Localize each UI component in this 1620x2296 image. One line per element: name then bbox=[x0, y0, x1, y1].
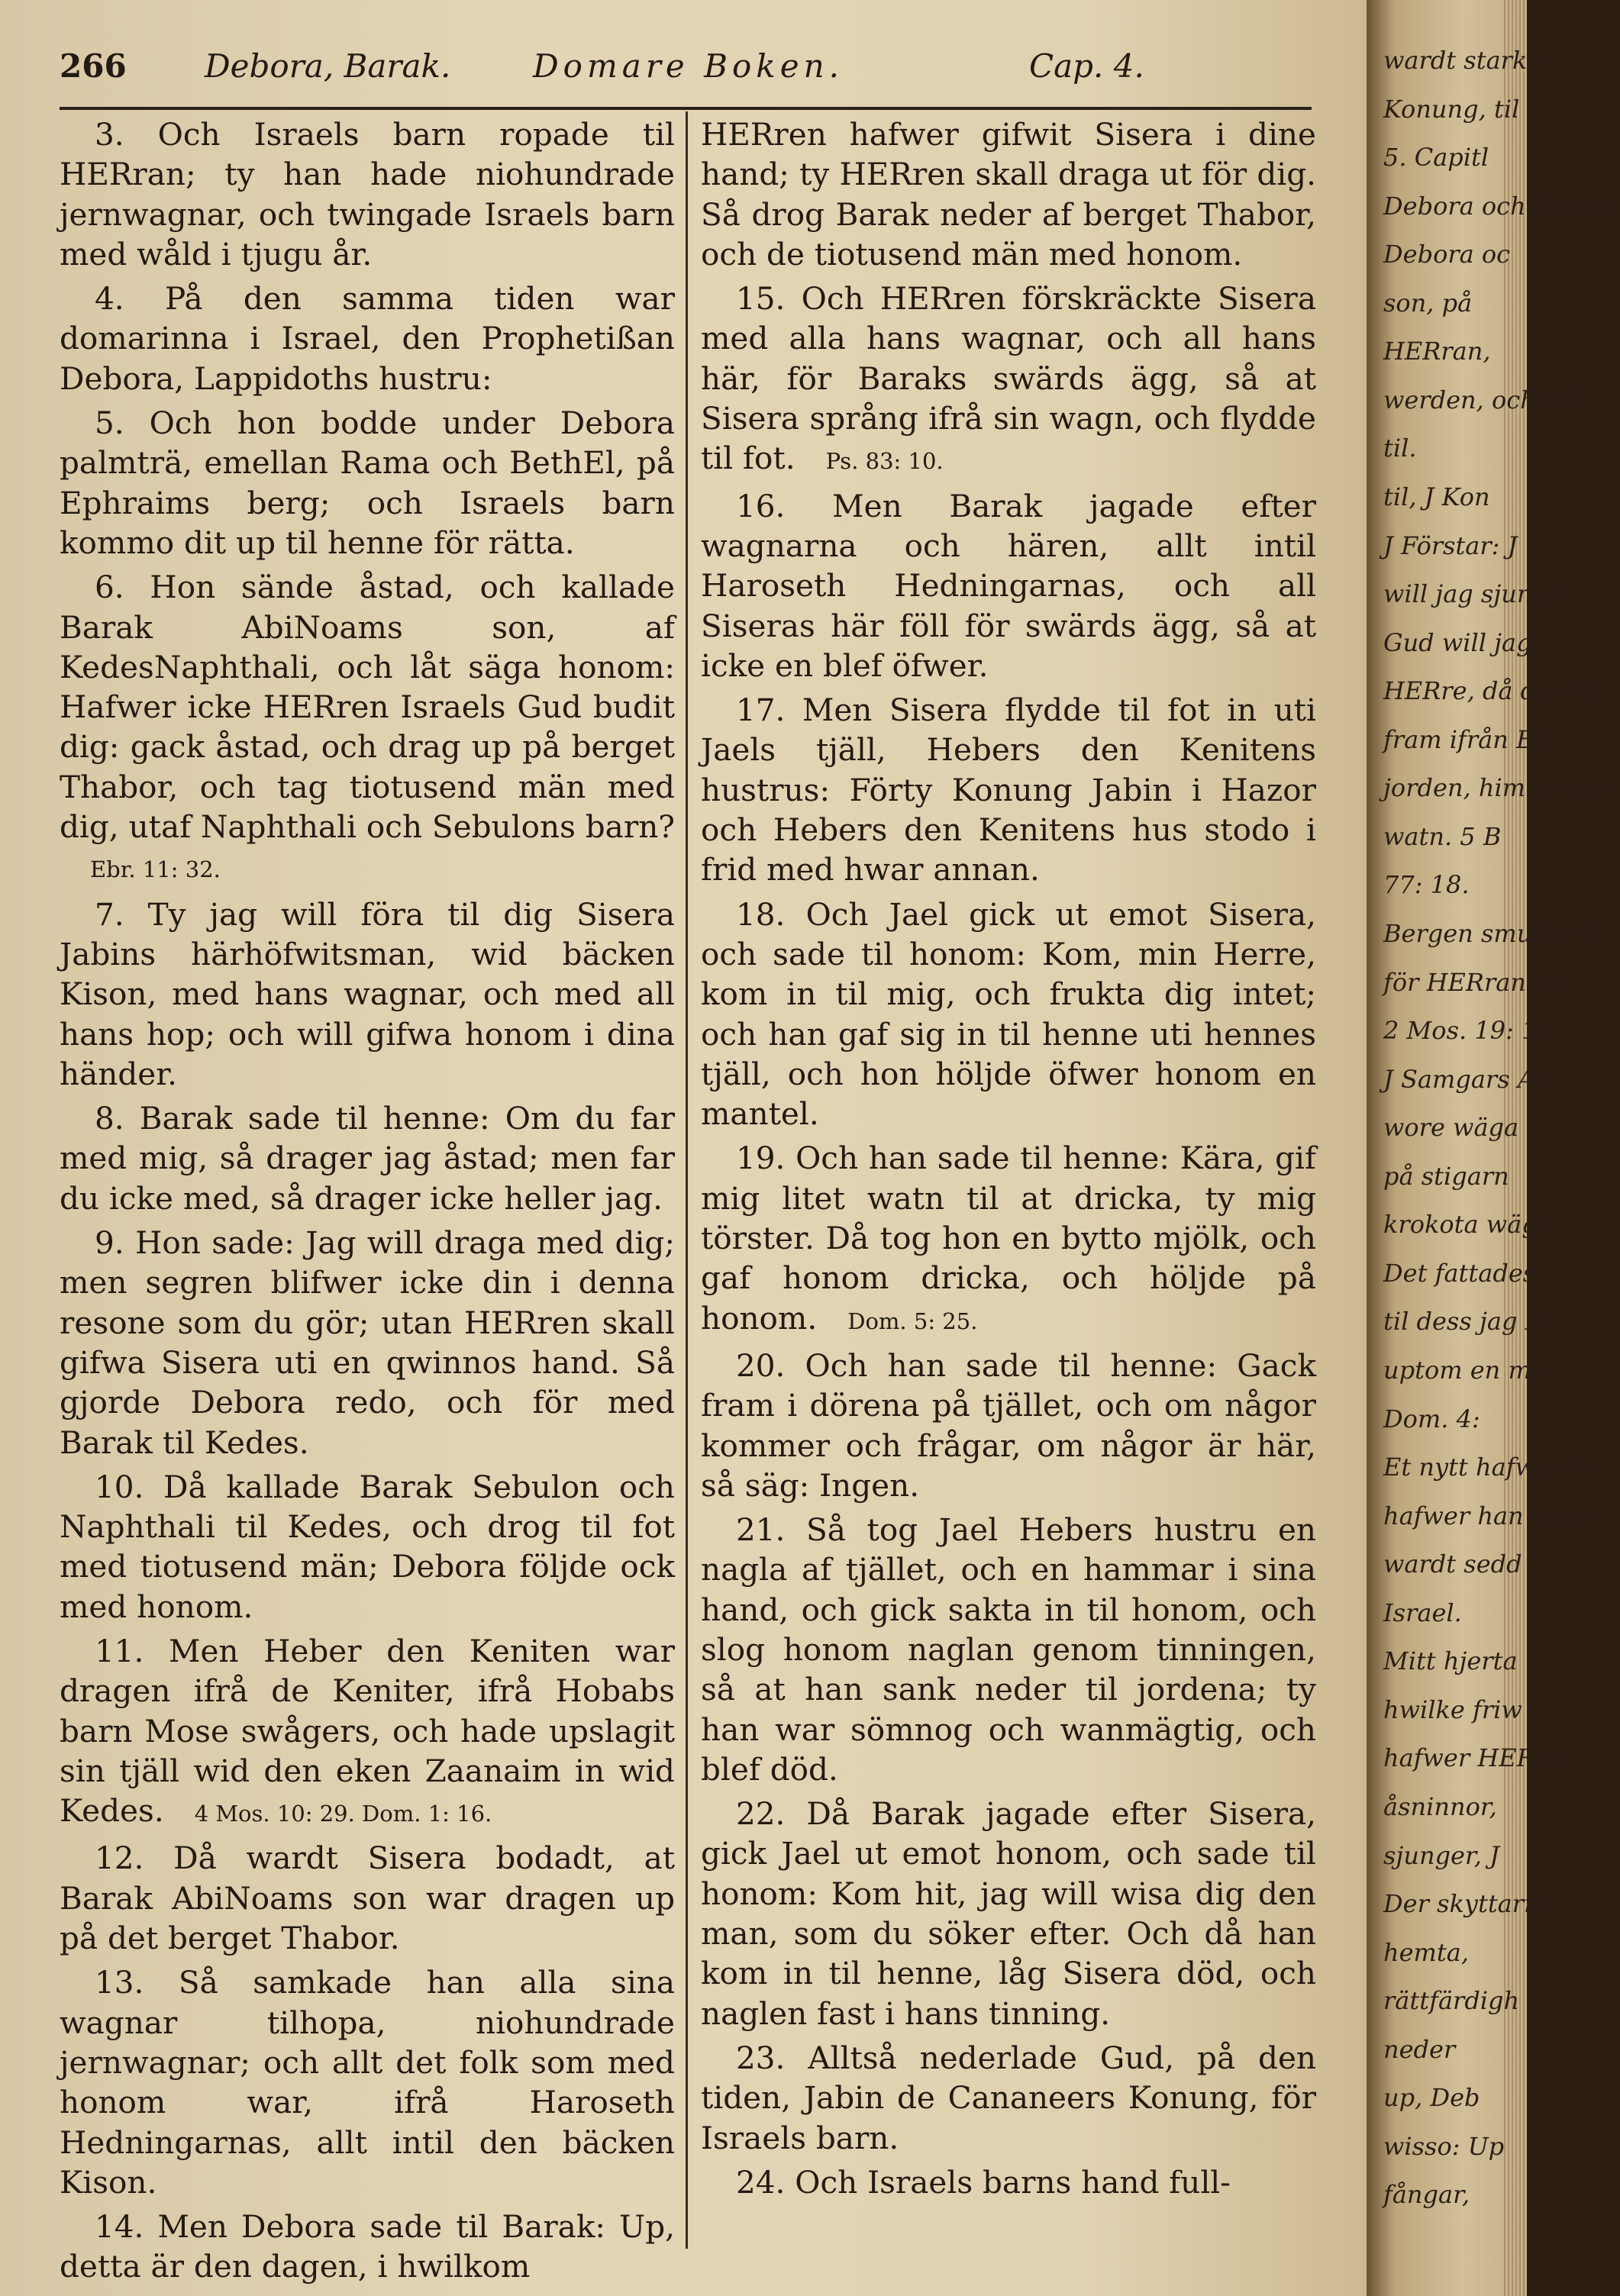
verse-paragraph bbox=[701, 690, 1316, 889]
adjacent-page-fragment: up, Deb bbox=[1383, 2083, 1480, 2113]
header-rule bbox=[60, 107, 1312, 110]
verse-paragraph bbox=[701, 2162, 1316, 2202]
running-header bbox=[60, 47, 1312, 101]
verse-paragraph bbox=[60, 1631, 675, 1833]
cross-reference: 4 Mos. 10: 29. Dom. 1: 16. bbox=[194, 1801, 492, 1827]
verse-text: 14. Men Debora sade til Barak: Up, detta är den dagen, i hwilkom bbox=[60, 2208, 675, 2285]
verse-text: 5. Och hon bodde under Debora palmträ, emellan Rama och BethEl, på Ephraims berg; och Israels barn kommo dit up til henne för rätta. bbox=[60, 405, 675, 561]
adjacent-page-fragment: fram ifrån Ed bbox=[1383, 724, 1550, 754]
adjacent-page-fragment: Israel. bbox=[1383, 1598, 1462, 1627]
header-chapter: Cap. 4. bbox=[1029, 47, 1144, 85]
adjacent-page-fragment: hwilke friw bbox=[1383, 1695, 1522, 1724]
verse-text: 12. Då wardt Sisera bodadt, at Barak AbiNoams son war dragen up på det berget Thabor. bbox=[60, 1840, 675, 1957]
verse-paragraph bbox=[60, 1098, 675, 1218]
cross-reference: Ps. 83: 10. bbox=[825, 448, 944, 475]
verse-paragraph bbox=[701, 1346, 1316, 1505]
adjacent-page-fragment: hafwer han bestr bbox=[1383, 1501, 1596, 1530]
adjacent-page-fragment: hafwer HERra bbox=[1383, 1743, 1562, 1773]
verse-paragraph bbox=[701, 895, 1316, 1134]
verse-paragraph bbox=[701, 1510, 1316, 1789]
adjacent-page-fragment: til dess jag D bbox=[1383, 1307, 1545, 1337]
verse-paragraph bbox=[60, 2207, 675, 2287]
adjacent-page-fragment: J Samgars An bbox=[1383, 1064, 1551, 1094]
adjacent-page-fragment: wardt stark e bbox=[1383, 46, 1550, 75]
verse-text: 11. Men Heber den Keniten war dragen ifrå de Keniter, ifrå Hobabs barn Mose swågers, och hade upslagit sin tjäll wid den eken Zaanaim in wid Kedes. bbox=[60, 1632, 675, 1830]
verse-text: 23. Alltså nederlade Gud, på den tiden, Jabin de Cananeers Konung, för Israels barn. bbox=[701, 2039, 1316, 2156]
verse-paragraph bbox=[60, 1223, 675, 1462]
adjacent-page-fragment: Et nytt hafwer G bbox=[1383, 1453, 1589, 1482]
verse-text: 20. Och han sade til henne: Gack fram i dörena på tjället, och om någor kommer och frågar, om någor är här, så säg: Ingen. bbox=[701, 1346, 1316, 1504]
left-column bbox=[60, 114, 675, 2291]
adjacent-page-fragment: jorden, himmelen i bbox=[1383, 773, 1617, 803]
verse-paragraph bbox=[60, 1467, 675, 1627]
verse-text: 21. Så tog Jael Hebers hustru en nagla af tjället, och en hammar i sina hand, och gick sakta in til honom, och slog honom naglan genom tinningen, så at han sank neder til jordena; ty han war sömnog och wanmägtig, och blef död. bbox=[701, 1511, 1316, 1788]
verse-text: 24. Och Israels barns hand full- bbox=[736, 2163, 1231, 2201]
verse-paragraph bbox=[60, 1838, 675, 1958]
adjacent-page-fragment: Debora oc bbox=[1383, 240, 1511, 269]
verse-paragraph bbox=[701, 1794, 1316, 2033]
verse-paragraph bbox=[60, 403, 675, 563]
verse-paragraph bbox=[701, 279, 1316, 481]
verse-paragraph bbox=[60, 895, 675, 1094]
adjacent-page-fragment: åsninnor, bbox=[1383, 1792, 1497, 1821]
adjacent-page-fragment: Debora och Baraks bbox=[1383, 191, 1620, 221]
adjacent-page-fragment: krokota wäga bbox=[1383, 1210, 1552, 1240]
adjacent-page-edge bbox=[1367, 0, 1620, 2296]
right-column bbox=[701, 114, 1316, 2207]
verse-paragraph bbox=[60, 114, 675, 274]
adjacent-page-fragment: til, J Kon bbox=[1383, 482, 1490, 511]
adjacent-page-fragment: 5. Capitl bbox=[1383, 143, 1489, 173]
adjacent-page-fragment: fångar, bbox=[1383, 2180, 1470, 2210]
adjacent-page-fragment: watn. 5 B bbox=[1383, 821, 1502, 851]
adjacent-page-fragment: rättfärdigh bbox=[1383, 1986, 1520, 2016]
verse-text: 15. Och HERren förskräckte Sisera med alla hans wagnar, och all hans här, för Baraks swärds ägg, så at Sisera språng ifrå sin wagn, och flydde til fot. bbox=[701, 280, 1316, 477]
adjacent-page-fragment: will jag sjunga bbox=[1383, 579, 1564, 609]
adjacent-page-fragment: Konung, til bbox=[1383, 94, 1520, 124]
verse-text: 4. På den samma tiden war domarinna i Israel, den Prophetißan Debora, Lappidoths hustru: bbox=[60, 280, 675, 397]
adjacent-page-fragment: Dom. 4: bbox=[1383, 1404, 1480, 1433]
adjacent-page-fragment: på stigarn bbox=[1383, 1161, 1509, 1191]
cross-reference: Ebr. 11: 32. bbox=[90, 856, 221, 883]
verse-text: 10. Då kallade Barak Sebulon och Naphthali til Kedes, och drog til fot med tiotusend män; Debora följde ock med honom. bbox=[60, 1468, 675, 1625]
adjacent-page-fragment: werden, och folk bbox=[1383, 385, 1590, 414]
verse-text: 19. Och han sade til henne: Kära, gif mig litet watn til at dricka, ty mig törster. Då tog hon en bytto mjölk, och gaf honom dricka, och höljde på honom. bbox=[701, 1140, 1316, 1337]
verse-text: 17. Men Sisera flydde til fot in uti Jaels tjäll, Hebers den Kenitens hustrus: Förty Konung Jabin i Hazor och Hebers den Kenitens hus stodo i frid med hwar annan. bbox=[701, 692, 1316, 888]
verse-paragraph bbox=[701, 2038, 1316, 2158]
adjacent-page-fragment: Det fattades, bbox=[1383, 1258, 1544, 1288]
adjacent-page-fragment: wore wäga bbox=[1383, 1113, 1519, 1143]
adjacent-page-fragment: HERran, bbox=[1383, 337, 1491, 366]
verse-paragraph bbox=[60, 567, 675, 889]
verse-text: 18. Och Jael gick ut emot Sisera, och sade til honom: Kom, min Herre, kom in til mig, och frukta dig intet; och han gaf sig in til henne uti hennes tjäll, och hon höljde öfwer honom en mantel. bbox=[701, 895, 1316, 1133]
verse-paragraph bbox=[60, 1962, 675, 2202]
header-left-title: Debora, Barak. bbox=[205, 47, 451, 85]
adjacent-page-fragment: wardt sedd i bbox=[1383, 1549, 1538, 1579]
adjacent-page-fragment: Gud will jag bbox=[1383, 627, 1532, 657]
adjacent-page-fragment: Der skyttarne bbox=[1383, 1889, 1554, 1919]
adjacent-page-fragment: til. bbox=[1383, 434, 1417, 463]
header-book-title: Domare Boken. bbox=[533, 47, 844, 85]
adjacent-page-fragment: sjunger, J bbox=[1383, 1840, 1499, 1870]
adjacent-page-fragment: 77: 18. bbox=[1383, 870, 1470, 900]
adjacent-page-fragment: 2 Mos. 19: 16 bbox=[1383, 1016, 1553, 1046]
adjacent-page-fragment: neder bbox=[1383, 2034, 1456, 2064]
column-divider bbox=[686, 111, 688, 2249]
adjacent-page-fragment: för HERranom bbox=[1383, 967, 1564, 997]
adjacent-page-fragment: Bergen smulto fö bbox=[1383, 919, 1596, 948]
verse-paragraph bbox=[60, 279, 675, 398]
cross-reference: Dom. 5: 25. bbox=[847, 1308, 978, 1334]
verse-paragraph bbox=[701, 486, 1316, 685]
verse-text: 7. Ty jag will föra til dig Sisera Jabins härhöfwitsman, wid bäcken Kison, med hans wagnar, och med all hans hop; och will gifwa honom i dina händer. bbox=[60, 895, 675, 1092]
verse-text: 13. Så samkade han alla sina wagnar tilhopa, niohundrade jernwagnar; och allt det folk som med honom war, ifrå Haroseth Hedningarnas, allt intil den bäcken Kison. bbox=[60, 1964, 675, 2201]
verse-text: 8. Barak sade til henne: Om du far med mig, så drager jag åstad; men far du icke med, så drager icke heller jag. bbox=[60, 1100, 675, 1217]
adjacent-page-fragment: HERre, då du utd bbox=[1383, 676, 1601, 706]
verse-paragraph bbox=[701, 114, 1316, 274]
verse-text: HERren hafwer gifwit Sisera i dine hand; ty HERren skall draga ut för dig. Så drog Barak neder af berget Thabor, och de tiotusend män med honom. bbox=[701, 116, 1316, 272]
verse-text: 16. Men Barak jagade efter wagnarna och hären, allt intil Haroseth Hedningarnas, och all Siseras här föll för swärds ägg, så at icke en blef öfwer. bbox=[701, 487, 1316, 684]
adjacent-page-fragment: J Förstar: J bbox=[1383, 530, 1518, 560]
adjacent-page-fragment: son, på bbox=[1383, 288, 1473, 318]
verse-text: 3. Och Israels barn ropade til HERran; ty han hade niohundrade jernwagnar, och twingade Israels barn med wåld i tjugu år. bbox=[60, 116, 675, 272]
adjacent-page-fragment: hemta, bbox=[1383, 1937, 1469, 1967]
adjacent-page-fragment: Mitt hjerta bbox=[1383, 1646, 1518, 1676]
verse-text: 22. Då Barak jagade efter Sisera, gick Jael ut emot honom, och sade til honom: Kom hit, jag will wisa dig den man, som du söker efter. Och då han kom in til henne, låg Sisera död, och naglen fast i hans tinning. bbox=[701, 1795, 1316, 2032]
verse-paragraph bbox=[701, 1138, 1316, 1340]
adjacent-page-fragment: uptom en mo bbox=[1383, 1356, 1547, 1385]
verse-text: 9. Hon sade: Jag will draga med dig; men segren blifwer icke din i denna resone som du gör; utan HERren skall gifwa Sisera uti en qwinnos hand. Så gjorde Debora redo, och för med Barak til Kedes. bbox=[60, 1224, 675, 1461]
adjacent-page-fragment: wisso: Up bbox=[1383, 2131, 1505, 2161]
verse-text: 6. Hon sände åstad, och kallade Barak AbiNoams son, af KedesNaphthali, och låt säga honom: Hafwer icke HERren Israels Gud budit dig: gack åstad, och drag up på berget Thabor, och tag tiotusend män med dig, utaf Naphthali och Sebulons barn? bbox=[60, 569, 675, 846]
page-number: 266 bbox=[60, 47, 127, 85]
